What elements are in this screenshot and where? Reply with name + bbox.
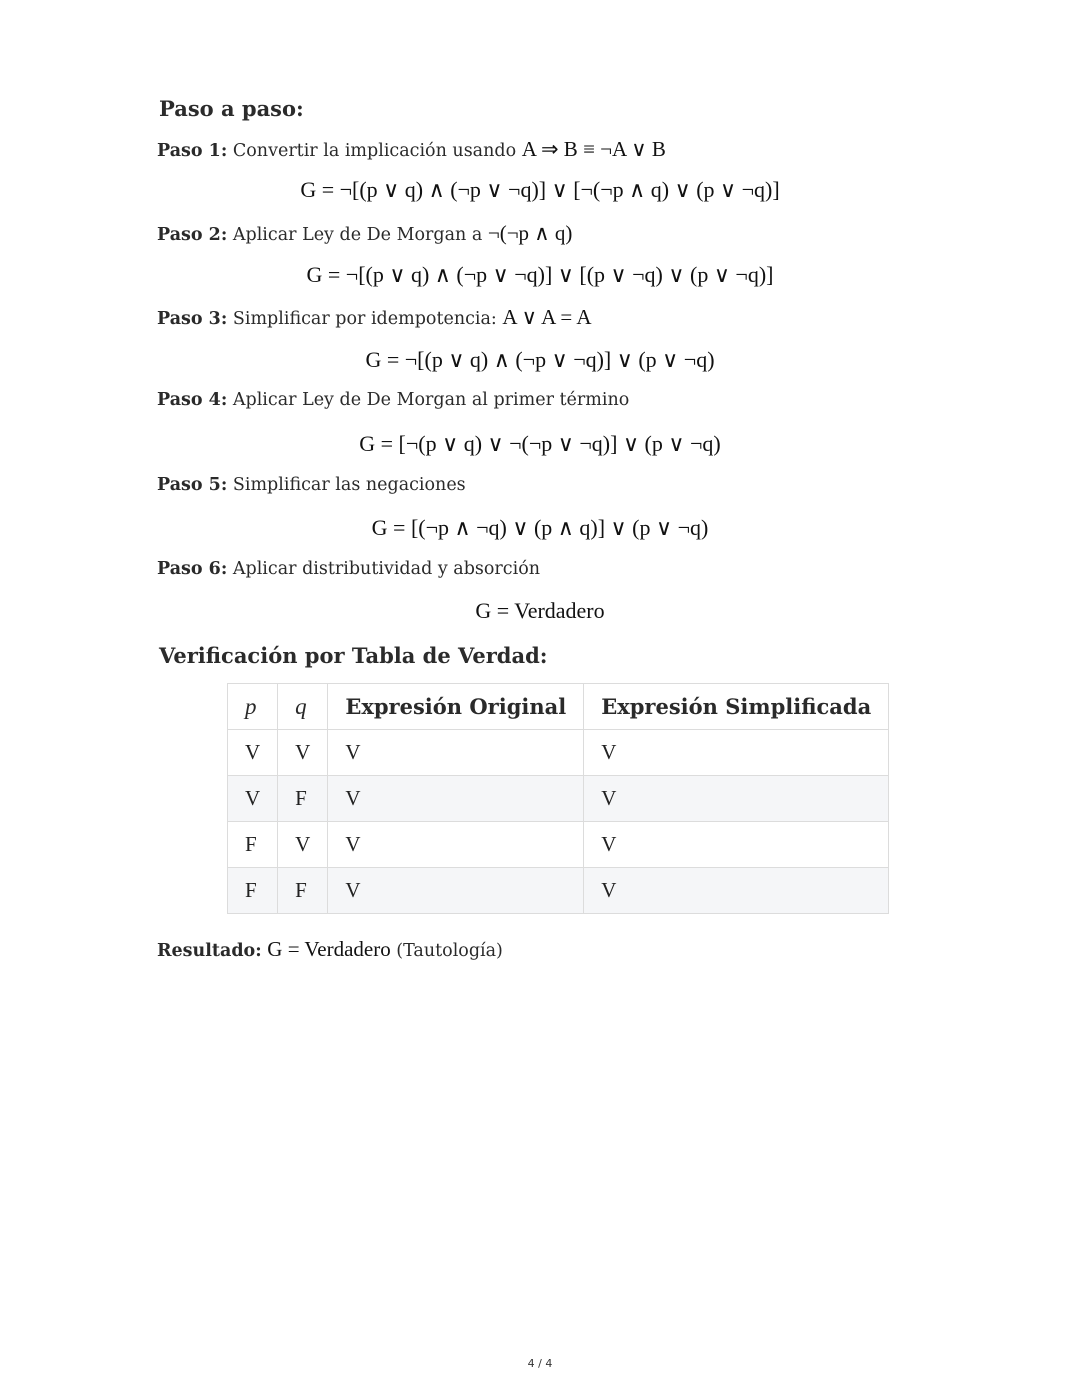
table-row bbox=[228, 730, 889, 776]
step-1-label: Paso 1: bbox=[157, 141, 228, 161]
table-cell: V bbox=[584, 776, 889, 822]
result-math: G = Verdadero bbox=[267, 937, 391, 961]
step-6-label: Paso 6: bbox=[157, 559, 228, 579]
step-2-text: Aplicar Ley de De Morgan a bbox=[232, 225, 483, 245]
step-4-equation: G = [¬(p ∨ q) ∨ ¬(¬p ∨ ¬q)] ∨ (p ∨ ¬q) bbox=[359, 431, 721, 456]
header-original: Expresión Original bbox=[328, 684, 584, 730]
table-cell: V bbox=[328, 730, 584, 776]
table-cell: F bbox=[278, 776, 328, 822]
step-2-line bbox=[157, 221, 572, 246]
step-6-line bbox=[157, 559, 540, 579]
step-5-text: Simplificar las negaciones bbox=[232, 475, 466, 495]
table-cell: V bbox=[228, 776, 278, 822]
step-6-text: Aplicar distributividad y absorción bbox=[232, 559, 541, 579]
table-cell: V bbox=[584, 868, 889, 914]
step-1-math: A ⇒ B ≡ ¬A ∨ B bbox=[521, 137, 666, 161]
truth-table bbox=[227, 683, 889, 914]
step-3-label: Paso 3: bbox=[157, 309, 228, 329]
step-2-equation: G = ¬[(p ∨ q) ∧ (¬p ∨ ¬q)] ∨ [(p ∨ ¬q) ∨ (p ∨ ¬q)] bbox=[306, 262, 774, 287]
step-3-line bbox=[157, 305, 591, 330]
table-cell: F bbox=[228, 822, 278, 868]
table-cell: V bbox=[584, 730, 889, 776]
table-cell: F bbox=[278, 868, 328, 914]
step-1-equation: G = ¬[(p ∨ q) ∧ (¬p ∨ ¬q)] ∨ [¬(¬p ∧ q) ∨ (p ∨ ¬q)] bbox=[300, 177, 780, 202]
step-3-equation: G = ¬[(p ∨ q) ∧ (¬p ∨ ¬q)] ∨ (p ∨ ¬q) bbox=[365, 347, 715, 372]
step-1-line bbox=[157, 137, 666, 162]
result-label: Resultado: bbox=[157, 941, 262, 961]
table-row bbox=[228, 822, 889, 868]
table-cell: V bbox=[278, 822, 328, 868]
table-cell: V bbox=[328, 822, 584, 868]
table-cell: V bbox=[278, 730, 328, 776]
table-row bbox=[228, 868, 889, 914]
table-cell: V bbox=[328, 868, 584, 914]
step-5-line bbox=[157, 475, 466, 495]
step-4-text: Aplicar Ley de De Morgan al primer término bbox=[232, 390, 630, 410]
table-cell: V bbox=[584, 822, 889, 868]
result-note: (Tautología) bbox=[396, 941, 503, 961]
step-5-label: Paso 5: bbox=[157, 475, 228, 495]
table-cell: V bbox=[328, 776, 584, 822]
page-number: 4 / 4 bbox=[527, 1357, 553, 1370]
step-1-text: Convertir la implicación usando bbox=[232, 141, 517, 161]
table-cell: V bbox=[228, 730, 278, 776]
step-4-label: Paso 4: bbox=[157, 390, 228, 410]
step-2-math: ¬(¬p ∧ q) bbox=[487, 221, 573, 245]
step-3-math: A ∨ A = A bbox=[502, 305, 592, 329]
heading-steps: Paso a paso: bbox=[159, 96, 304, 121]
header-simplified: Expresión Simplificada bbox=[584, 684, 889, 730]
table-row bbox=[228, 776, 889, 822]
heading-truth-table: Verificación por Tabla de Verdad: bbox=[159, 643, 548, 668]
step-5-equation: G = [(¬p ∧ ¬q) ∨ (p ∧ q)] ∨ (p ∨ ¬q) bbox=[371, 515, 709, 540]
truth-table-header-row bbox=[228, 684, 889, 730]
header-q: q bbox=[278, 684, 328, 730]
table-cell: F bbox=[228, 868, 278, 914]
step-2-label: Paso 2: bbox=[157, 225, 228, 245]
header-p: p bbox=[228, 684, 278, 730]
step-3-text: Simplificar por idempotencia: bbox=[232, 309, 497, 329]
step-4-line bbox=[157, 390, 629, 410]
result-line bbox=[157, 937, 503, 962]
step-6-equation: G = Verdadero bbox=[475, 598, 605, 623]
